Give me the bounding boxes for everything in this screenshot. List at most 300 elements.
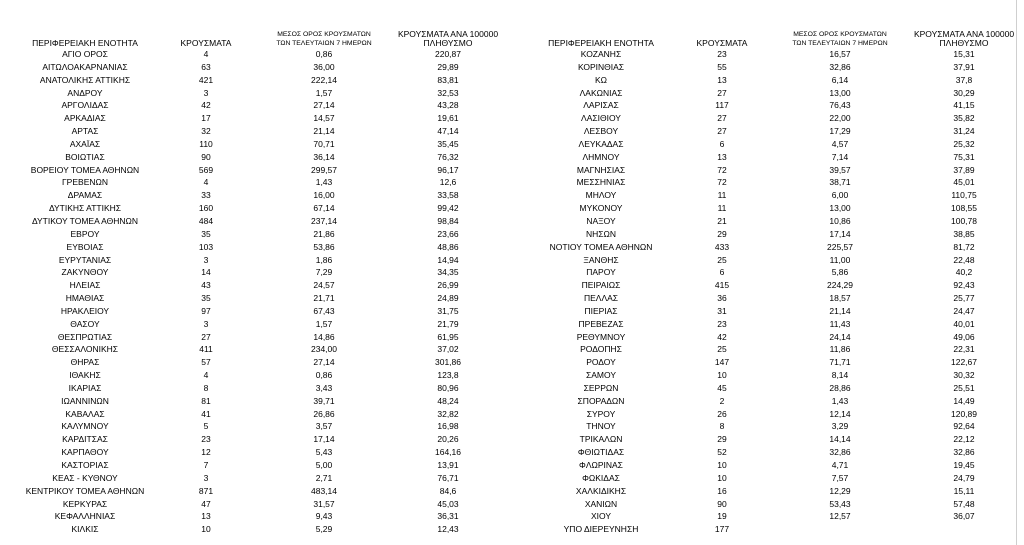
cell-per-100k: 14,49 bbox=[953, 395, 975, 406]
cell-cases: 26 bbox=[717, 408, 727, 419]
header-area: ΠΕΡΙΦΕΡΕΙΑΚΗ ΕΝΟΤΗΤΑ bbox=[548, 38, 654, 48]
cell-avg-7-days: 24,14 bbox=[829, 331, 851, 342]
cell-cases: 42 bbox=[201, 100, 211, 111]
cell-per-100k: 61,95 bbox=[437, 331, 459, 342]
cell-avg-7-days: 225,57 bbox=[827, 241, 853, 252]
cell-cases: 4 bbox=[203, 49, 209, 59]
cell-area: ΜΑΓΝΗΣΙΑΣ bbox=[576, 164, 626, 175]
cell-avg-7-days: 5,86 bbox=[831, 267, 849, 278]
cell-avg-7-days: 224,29 bbox=[827, 280, 853, 291]
cell-per-100k: 30,32 bbox=[953, 370, 975, 381]
cell-per-100k: 32,53 bbox=[437, 87, 459, 98]
cell-avg-7-days: 0,86 bbox=[315, 49, 333, 59]
cell-per-100k: 80,96 bbox=[437, 382, 459, 393]
header-avg-line2: ΤΩΝ ΤΕΛΕΥΤΑΙΩΝ 7 ΗΜΕΡΩΝ bbox=[276, 40, 372, 47]
cell-cases: 4 bbox=[203, 370, 209, 381]
cell-cases: 117 bbox=[715, 100, 729, 111]
cell-per-100k: 48,86 bbox=[437, 241, 459, 252]
cell-per-100k: 36,07 bbox=[953, 511, 975, 522]
cell-cases: 160 bbox=[198, 203, 214, 214]
cell-area: ΠΕΛΛΑΣ bbox=[583, 293, 619, 304]
cell-avg-7-days: 1,57 bbox=[315, 318, 333, 329]
cell-area: ΑΡΓΟΛΙΔΑΣ bbox=[61, 100, 109, 111]
cell-cases: 35 bbox=[201, 293, 211, 304]
cell-avg-7-days: 11,00 bbox=[829, 254, 851, 265]
cell-area: ΠΡΕΒΕΖΑΣ bbox=[578, 318, 624, 329]
cell-area: ΑΝΔΡΟΥ bbox=[67, 87, 103, 98]
cell-per-100k: 32,86 bbox=[953, 447, 975, 458]
cell-area: ΚΕΝΤΡΙΚΟΥ ΤΟΜΕΑ ΑΘΗΝΩΝ bbox=[25, 485, 145, 496]
cell-per-100k: 35,45 bbox=[437, 138, 459, 149]
cell-avg-7-days: 67,43 bbox=[313, 305, 335, 316]
cell-avg-7-days: 22,00 bbox=[829, 113, 851, 124]
cell-avg-7-days: 1,43 bbox=[831, 395, 849, 406]
cell-cases: 45 bbox=[717, 382, 727, 393]
cell-area: ΚΙΛΚΙΣ bbox=[71, 524, 99, 535]
cell-avg-7-days: 299,57 bbox=[311, 164, 337, 175]
cell-per-100k: 19,45 bbox=[953, 460, 975, 470]
cell-area: ΚΕΡΚΥΡΑΣ bbox=[62, 498, 108, 509]
cell-cases: 25 bbox=[717, 254, 727, 265]
cell-per-100k: 48,24 bbox=[437, 395, 459, 406]
cell-cases: 32 bbox=[201, 126, 211, 137]
cell-area: ΞΑΝΘΗΣ bbox=[583, 254, 619, 265]
cell-per-100k: 38,85 bbox=[953, 228, 975, 239]
cell-area: ΖΑΚΥΝΘΟΥ bbox=[61, 267, 109, 278]
cell-avg-7-days: 32,86 bbox=[829, 61, 851, 72]
cell-per-100k: 84,6 bbox=[439, 485, 457, 496]
cell-area: ΒΟΙΩΤΙΑΣ bbox=[65, 151, 105, 162]
cell-avg-7-days: 6,00 bbox=[831, 190, 849, 201]
cell-area: ΜΗΛΟΥ bbox=[585, 190, 617, 201]
cell-cases: 6 bbox=[719, 138, 725, 149]
cell-cases: 23 bbox=[201, 434, 211, 445]
cell-per-100k: 41,15 bbox=[953, 100, 975, 111]
cell-cases: 415 bbox=[714, 280, 730, 291]
cell-cases: 33 bbox=[201, 190, 211, 201]
cell-avg-7-days: 4,71 bbox=[831, 460, 849, 470]
cell-area: ΠΙΕΡΙΑΣ bbox=[584, 305, 618, 316]
cell-cases: 569 bbox=[198, 164, 214, 175]
cell-avg-7-days: 21,86 bbox=[313, 228, 335, 239]
cell-avg-7-days: 222,14 bbox=[311, 74, 337, 85]
cell-per-100k: 24,89 bbox=[437, 293, 459, 304]
cell-avg-7-days: 14,86 bbox=[313, 331, 335, 342]
cell-cases: 484 bbox=[198, 215, 214, 226]
cell-cases: 27 bbox=[717, 113, 727, 124]
cell-area: ΤΗΝΟΥ bbox=[586, 421, 616, 432]
cell-cases: 72 bbox=[717, 164, 727, 175]
cell-per-100k: 122,67 bbox=[951, 357, 977, 368]
cell-per-100k: 20,26 bbox=[437, 434, 459, 445]
cell-area: ΗΛΕΙΑΣ bbox=[69, 280, 101, 291]
cell-cases: 871 bbox=[198, 485, 214, 496]
cell-per-100k: 108,55 bbox=[951, 203, 977, 214]
cell-cases: 23 bbox=[717, 318, 727, 329]
cell-cases: 11 bbox=[717, 190, 727, 201]
header-avg-line2: ΤΩΝ ΤΕΛΕΥΤΑΙΩΝ 7 ΗΜΕΡΩΝ bbox=[792, 40, 888, 47]
cell-area: ΒΟΡΕΙΟΥ ΤΟΜΕΑ ΑΘΗΝΩΝ bbox=[30, 164, 140, 175]
cell-area: ΛΑΡΙΣΑΣ bbox=[583, 100, 619, 111]
cell-area: ΣΠΟΡΑΔΩΝ bbox=[577, 395, 625, 406]
cell-area: ΜΕΣΣΗΝΙΑΣ bbox=[576, 177, 626, 188]
cell-cases: 47 bbox=[201, 498, 211, 509]
cell-cases: 29 bbox=[717, 434, 727, 445]
cell-area: ΚΟΖΑΝΗΣ bbox=[580, 49, 622, 59]
cell-per-100k: 29,89 bbox=[437, 61, 459, 72]
cell-avg-7-days: 76,43 bbox=[829, 100, 851, 111]
cell-area: ΑΧΑΪΑΣ bbox=[69, 138, 101, 149]
cell-cases: 8 bbox=[203, 382, 209, 393]
cell-area: ΠΑΡΟΥ bbox=[586, 267, 616, 278]
cell-avg-7-days: 16,00 bbox=[313, 190, 335, 201]
cell-area: ΥΠΟ ΔΙΕΡΕΥΝΗΣΗ bbox=[563, 524, 639, 535]
cell-avg-7-days: 234,00 bbox=[311, 344, 337, 355]
cell-per-100k: 33,58 bbox=[437, 190, 459, 201]
cell-avg-7-days: 3,43 bbox=[315, 382, 333, 393]
cell-avg-7-days: 36,14 bbox=[313, 151, 335, 162]
header-per100k-line2: ΠΛΗΘΥΣΜΟ bbox=[423, 38, 473, 48]
cell-area: ΚΟΡΙΝΘΙΑΣ bbox=[577, 61, 625, 72]
cell-cases: 72 bbox=[717, 177, 727, 188]
cell-cases: 433 bbox=[714, 241, 730, 252]
page-edge-divider bbox=[1016, 0, 1017, 545]
cell-cases: 13 bbox=[717, 151, 727, 162]
cell-per-100k: 43,28 bbox=[437, 100, 459, 111]
cell-area: ΚΩ bbox=[594, 74, 608, 85]
cell-cases: 29 bbox=[717, 228, 727, 239]
cell-avg-7-days: 27,14 bbox=[313, 100, 335, 111]
cell-avg-7-days: 67,14 bbox=[313, 203, 335, 214]
cell-area: ΚΑΛΥΜΝΟΥ bbox=[61, 421, 109, 432]
cell-avg-7-days: 38,71 bbox=[829, 177, 851, 188]
cell-per-100k: 45,03 bbox=[437, 498, 459, 509]
cell-area: ΦΛΩΡΙΝΑΣ bbox=[579, 460, 623, 470]
cell-cases: 42 bbox=[717, 331, 727, 342]
cell-area: ΧΑΝΙΩΝ bbox=[584, 498, 618, 509]
cell-per-100k: 164,16 bbox=[435, 447, 461, 458]
cell-cases: 12 bbox=[201, 447, 211, 458]
cell-area: ΔΥΤΙΚΟΥ ΤΟΜΕΑ ΑΘΗΝΩΝ bbox=[31, 215, 139, 226]
cell-cases: 10 bbox=[717, 460, 727, 470]
cell-cases: 103 bbox=[198, 241, 214, 252]
cell-area: ΗΜΑΘΙΑΣ bbox=[65, 293, 105, 304]
cell-area: ΚΕΦΑΛΛΗΝΙΑΣ bbox=[54, 511, 116, 522]
cell-area: ΠΕΙΡΑΙΩΣ bbox=[581, 280, 621, 291]
cell-avg-7-days: 21,14 bbox=[829, 305, 851, 316]
cell-avg-7-days: 7,14 bbox=[831, 151, 849, 162]
cell-avg-7-days: 18,57 bbox=[829, 293, 851, 304]
cell-cases: 11 bbox=[717, 203, 727, 214]
cell-area: ΚΕΑΣ - ΚΥΘΝΟΥ bbox=[52, 472, 118, 483]
cell-per-100k: 98,84 bbox=[437, 215, 459, 226]
cell-cases: 81 bbox=[201, 395, 211, 406]
cell-per-100k: 24,47 bbox=[953, 305, 975, 316]
cell-area: ΑΡΚΑΔΙΑΣ bbox=[64, 113, 106, 124]
cell-cases: 2 bbox=[719, 395, 725, 406]
cell-cases: 35 bbox=[201, 228, 211, 239]
cell-avg-7-days: 8,14 bbox=[831, 370, 849, 381]
cell-cases: 14 bbox=[201, 267, 211, 278]
cell-per-100k: 37,91 bbox=[953, 61, 975, 72]
cell-per-100k: 120,89 bbox=[951, 408, 977, 419]
cell-per-100k: 31,24 bbox=[953, 126, 975, 137]
cell-cases: 27 bbox=[201, 331, 211, 342]
cell-avg-7-days: 0,86 bbox=[315, 370, 333, 381]
header-avg-line1: ΜΕΣΟΣ ΟΡΟΣ ΚΡΟΥΣΜΑΤΩΝ bbox=[793, 31, 887, 38]
cell-avg-7-days: 7,29 bbox=[315, 267, 333, 278]
cell-cases: 90 bbox=[201, 151, 211, 162]
cell-per-100k: 37,89 bbox=[953, 164, 975, 175]
cell-avg-7-days: 53,43 bbox=[829, 498, 851, 509]
header-per100k-line2: ΠΛΗΘΥΣΜΟ bbox=[939, 38, 989, 48]
cell-area: ΛΕΣΒΟΥ bbox=[583, 126, 619, 137]
cell-avg-7-days: 2,71 bbox=[315, 472, 333, 483]
cell-area: ΕΥΡΥΤΑΝΙΑΣ bbox=[58, 254, 112, 265]
cell-avg-7-days: 5,29 bbox=[315, 524, 333, 535]
cell-per-100k: 45,01 bbox=[953, 177, 975, 188]
cell-cases: 6 bbox=[719, 267, 725, 278]
cell-avg-7-days: 5,00 bbox=[315, 460, 333, 470]
cell-area: ΚΑΡΔΙΤΣΑΣ bbox=[62, 434, 108, 445]
cell-area: ΝΑΞΟΥ bbox=[586, 215, 616, 226]
cell-cases: 3 bbox=[203, 318, 209, 329]
cell-avg-7-days: 14,57 bbox=[313, 113, 335, 124]
header-area: ΠΕΡΙΦΕΡΕΙΑΚΗ ΕΝΟΤΗΤΑ bbox=[32, 38, 138, 48]
cell-per-100k: 83,81 bbox=[437, 74, 459, 85]
cell-per-100k: 40,01 bbox=[953, 318, 975, 329]
cell-per-100k: 40,2 bbox=[955, 267, 973, 278]
cell-cases: 63 bbox=[201, 61, 211, 72]
cell-cases: 19 bbox=[717, 511, 727, 522]
cell-avg-7-days: 17,14 bbox=[313, 434, 335, 445]
cell-cases: 5 bbox=[203, 421, 209, 432]
cell-per-100k: 13,91 bbox=[437, 460, 459, 470]
header-per100k-line1: ΚΡΟΥΣΜΑΤΑ ΑΝΑ 100000 bbox=[397, 29, 499, 39]
cell-area: ΘΕΣΣΑΛΟΝΙΚΗΣ bbox=[51, 344, 119, 355]
cell-avg-7-days: 14,14 bbox=[829, 434, 851, 445]
cell-avg-7-days: 1,86 bbox=[315, 254, 333, 265]
cell-per-100k: 31,75 bbox=[437, 305, 459, 316]
cell-avg-7-days: 13,00 bbox=[829, 87, 851, 98]
cell-area: ΡΟΔΟΠΗΣ bbox=[580, 344, 622, 355]
cell-cases: 3 bbox=[203, 87, 209, 98]
cell-area: ΛΕΥΚΑΔΑΣ bbox=[578, 138, 624, 149]
cell-avg-7-days: 10,86 bbox=[829, 215, 851, 226]
cell-per-100k: 25,32 bbox=[953, 138, 975, 149]
cell-area: ΑΝΑΤΟΛΙΚΗΣ ΑΤΤΙΚΗΣ bbox=[39, 74, 131, 85]
cell-avg-7-days: 12,14 bbox=[829, 408, 851, 419]
cell-per-100k: 100,78 bbox=[951, 215, 977, 226]
cell-cases: 27 bbox=[717, 87, 727, 98]
cell-avg-7-days: 27,14 bbox=[313, 357, 335, 368]
cell-area: ΛΗΜΝΟΥ bbox=[582, 151, 620, 162]
cell-per-100k: 19,61 bbox=[437, 113, 459, 124]
cell-cases: 13 bbox=[201, 511, 211, 522]
cell-cases: 3 bbox=[203, 472, 209, 483]
cell-area: ΙΚΑΡΙΑΣ bbox=[68, 382, 102, 393]
cell-per-100k: 123,8 bbox=[437, 370, 459, 381]
cell-area: ΑΙΤΩΛΟΑΚΑΡΝΑΝΙΑΣ bbox=[42, 61, 128, 72]
cell-avg-7-days: 7,57 bbox=[831, 472, 849, 483]
cell-per-100k: 26,99 bbox=[437, 280, 459, 291]
header-cases: ΚΡΟΥΣΜΑΤΑ bbox=[180, 38, 232, 48]
cell-area: ΙΘΑΚΗΣ bbox=[69, 370, 101, 381]
cell-cases: 52 bbox=[717, 447, 727, 458]
cell-area: ΕΥΒΟΙΑΣ bbox=[66, 241, 104, 252]
header-avg-line1: ΜΕΣΟΣ ΟΡΟΣ ΚΡΟΥΣΜΑΤΩΝ bbox=[277, 31, 371, 38]
cell-per-100k: 35,82 bbox=[953, 113, 975, 124]
cell-per-100k: 14,94 bbox=[437, 254, 459, 265]
cell-avg-7-days: 12,57 bbox=[829, 511, 851, 522]
header-cases: ΚΡΟΥΣΜΑΤΑ bbox=[696, 38, 748, 48]
cell-area: ΕΒΡΟΥ bbox=[70, 228, 100, 239]
cell-cases: 57 bbox=[201, 357, 211, 368]
cell-avg-7-days: 483,14 bbox=[311, 485, 337, 496]
cell-area: ΘΗΡΑΣ bbox=[70, 357, 100, 368]
cell-area: ΑΓΙΟ ΟΡΟΣ bbox=[62, 49, 108, 59]
cell-per-100k: 34,35 bbox=[437, 267, 459, 278]
cell-per-100k: 96,17 bbox=[437, 164, 459, 175]
cell-per-100k: 220,87 bbox=[435, 49, 461, 59]
cell-area: ΗΡΑΚΛΕΙΟΥ bbox=[60, 305, 110, 316]
cell-per-100k: 92,43 bbox=[953, 280, 975, 291]
cell-cases: 21 bbox=[717, 215, 727, 226]
cell-area: ΣΥΡΟΥ bbox=[586, 408, 616, 419]
cell-cases: 23 bbox=[717, 49, 727, 59]
cell-cases: 10 bbox=[201, 524, 211, 535]
cell-per-100k: 110,75 bbox=[951, 190, 977, 201]
cell-area: ΤΡΙΚΑΛΩΝ bbox=[579, 434, 623, 445]
cell-avg-7-days: 32,86 bbox=[829, 447, 851, 458]
cell-cases: 177 bbox=[714, 524, 730, 535]
cell-area: ΛΑΣΙΘΙΟΥ bbox=[581, 113, 621, 124]
cell-cases: 10 bbox=[717, 472, 727, 483]
cell-area: ΦΩΚΙΔΑΣ bbox=[582, 472, 620, 483]
cell-cases: 4 bbox=[203, 177, 209, 188]
cell-per-100k: 12,6 bbox=[439, 177, 457, 188]
cell-area: ΝΗΣΩΝ bbox=[585, 228, 617, 239]
cell-avg-7-days: 21,14 bbox=[313, 126, 335, 137]
cell-avg-7-days: 26,86 bbox=[313, 408, 335, 419]
cell-avg-7-days: 17,14 bbox=[829, 228, 851, 239]
cell-per-100k: 57,48 bbox=[953, 498, 975, 509]
cell-per-100k: 24,79 bbox=[953, 472, 975, 483]
cell-area: ΔΡΑΜΑΣ bbox=[67, 190, 103, 201]
cell-avg-7-days: 31,57 bbox=[313, 498, 335, 509]
cell-avg-7-days: 24,57 bbox=[313, 280, 335, 291]
cell-cases: 8 bbox=[719, 421, 725, 432]
cell-cases: 7 bbox=[203, 460, 209, 470]
cell-area: ΓΡΕΒΕΝΩΝ bbox=[62, 177, 108, 188]
cell-cases: 147 bbox=[714, 357, 730, 368]
cell-cases: 411 bbox=[199, 344, 213, 355]
cell-per-100k: 32,82 bbox=[437, 408, 459, 419]
cell-avg-7-days: 13,00 bbox=[829, 203, 851, 214]
cell-avg-7-days: 21,71 bbox=[313, 293, 335, 304]
cell-area: ΝΟΤΙΟΥ ΤΟΜΕΑ ΑΘΗΝΩΝ bbox=[549, 241, 653, 252]
cell-per-100k: 99,42 bbox=[437, 203, 459, 214]
cell-avg-7-days: 1,43 bbox=[315, 177, 333, 188]
cell-area: ΦΘΙΩΤΙΔΑΣ bbox=[577, 447, 625, 458]
cell-cases: 90 bbox=[717, 498, 727, 509]
cell-avg-7-days: 17,29 bbox=[829, 126, 851, 137]
cell-avg-7-days: 3,57 bbox=[315, 421, 333, 432]
cell-avg-7-days: 9,43 bbox=[315, 511, 333, 522]
cell-area: ΘΑΣΟΥ bbox=[70, 318, 100, 329]
cell-avg-7-days: 237,14 bbox=[311, 215, 337, 226]
cell-area: ΙΩΑΝΝΙΝΩΝ bbox=[61, 395, 109, 406]
header-avg-7-days bbox=[264, 30, 384, 48]
cell-cases: 110 bbox=[199, 138, 213, 149]
cell-cases: 55 bbox=[717, 61, 727, 72]
cell-avg-7-days: 6,14 bbox=[831, 74, 849, 85]
header-per-100k bbox=[908, 30, 1020, 48]
cell-area: ΚΑΒΑΛΑΣ bbox=[65, 408, 105, 419]
cell-cases: 421 bbox=[198, 74, 214, 85]
cell-cases: 97 bbox=[201, 305, 211, 316]
cell-per-100k: 49,06 bbox=[953, 331, 975, 342]
cell-cases: 25 bbox=[717, 344, 727, 355]
cell-per-100k: 22,48 bbox=[953, 254, 975, 265]
cell-per-100k: 37,02 bbox=[437, 344, 459, 355]
cell-area: ΑΡΤΑΣ bbox=[71, 126, 99, 137]
cell-cases: 17 bbox=[201, 113, 211, 124]
cell-avg-7-days: 28,86 bbox=[829, 382, 851, 393]
cell-per-100k: 25,51 bbox=[953, 382, 975, 393]
cell-area: ΚΑΡΠΑΘΟΥ bbox=[61, 447, 109, 458]
header-avg-7-days bbox=[780, 30, 900, 48]
cell-per-100k: 92,64 bbox=[953, 421, 975, 432]
cell-per-100k: 76,71 bbox=[437, 472, 459, 483]
cell-cases: 16 bbox=[717, 485, 727, 496]
cell-per-100k: 22,31 bbox=[953, 344, 975, 355]
cell-avg-7-days: 36,00 bbox=[313, 61, 335, 72]
cell-per-100k: 30,29 bbox=[953, 87, 975, 98]
cell-area: ΛΑΚΩΝΙΑΣ bbox=[579, 87, 623, 98]
cell-area: ΧΙΟΥ bbox=[590, 511, 612, 522]
cell-cases: 36 bbox=[717, 293, 727, 304]
cell-avg-7-days: 16,57 bbox=[829, 49, 851, 59]
cell-per-100k: 301,86 bbox=[435, 357, 461, 368]
cell-per-100k: 36,31 bbox=[437, 511, 459, 522]
cell-area: ΧΑΛΚΙΔΙΚΗΣ bbox=[575, 485, 627, 496]
cell-avg-7-days: 70,71 bbox=[313, 138, 335, 149]
cell-cases: 13 bbox=[717, 74, 727, 85]
cell-per-100k: 15,11 bbox=[953, 485, 975, 496]
cell-avg-7-days: 1,57 bbox=[315, 87, 333, 98]
cell-avg-7-days: 11,86 bbox=[829, 344, 851, 355]
cell-cases: 3 bbox=[203, 254, 209, 265]
cell-area: ΜΥΚΟΝΟΥ bbox=[579, 203, 623, 214]
cell-cases: 43 bbox=[201, 280, 211, 291]
cell-per-100k: 37,8 bbox=[955, 74, 973, 85]
cell-avg-7-days: 4,57 bbox=[831, 138, 849, 149]
cell-avg-7-days: 3,29 bbox=[831, 421, 849, 432]
cell-cases: 27 bbox=[717, 126, 727, 137]
cell-area: ΣΕΡΡΩΝ bbox=[583, 382, 619, 393]
cell-per-100k: 76,32 bbox=[437, 151, 459, 162]
header-per-100k bbox=[392, 30, 504, 48]
cell-avg-7-days: 39,57 bbox=[829, 164, 851, 175]
cell-avg-7-days: 12,29 bbox=[829, 485, 851, 496]
cell-per-100k: 21,79 bbox=[437, 318, 459, 329]
cell-avg-7-days: 11,43 bbox=[829, 318, 851, 329]
cell-cases: 10 bbox=[717, 370, 727, 381]
cell-per-100k: 15,31 bbox=[953, 49, 975, 59]
cell-per-100k: 23,66 bbox=[437, 228, 459, 239]
cell-avg-7-days: 71,71 bbox=[829, 357, 851, 368]
